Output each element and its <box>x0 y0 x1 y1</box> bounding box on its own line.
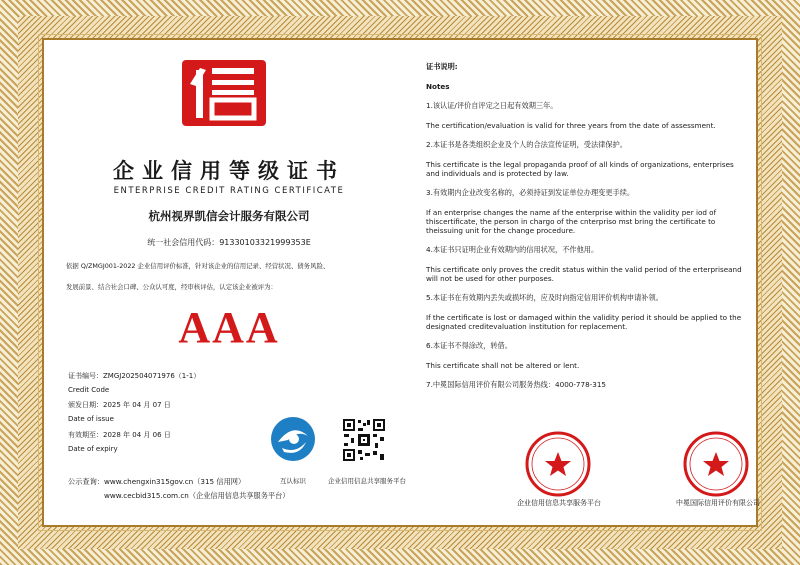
qr-code-icon[interactable] <box>342 418 386 462</box>
mutual-recognition-emblem-icon <box>270 416 316 462</box>
notes-heading-en: Notes <box>426 81 450 91</box>
rating-description-line2: 发展前景、结合社会口碑、公众认可度，经审核评估，认定该企业被评为： <box>66 283 277 291</box>
certificate-code: 证书编号：ZMGJ202504071976（1-1） <box>68 372 201 380</box>
public-query-line1: 公示查询：www.chengxin315gov.cn（315 信用网） <box>68 477 246 486</box>
notes-heading-cn: 证书说明: <box>426 62 458 71</box>
note-line: 2.本证书是各类组织企业及个人的合法宣传证明，受法律保护。 <box>426 140 627 149</box>
credit-logo-icon <box>182 60 266 126</box>
note-line: This certificate is the legal propaganda proof of all kinds of organizations, enterprises and individuals and is protected by law. <box>426 159 734 178</box>
certificate-paper <box>42 38 758 527</box>
issue-date: 颁发日期：2025 年 04 月 07 日 <box>68 401 171 409</box>
qr-code-label: 企业信用信息共享服务平台 <box>328 477 406 485</box>
expiry-date-en: Date of expiry <box>68 445 118 453</box>
rating-description-line1: 依据 Q/ZMGJ001-2022 企业信用评价标准，针对该企业的信用记录、经营状况、债务风险、 <box>66 262 330 270</box>
note-line: This certificate only proves the credit status within the valid period of the erterpriseand will not be used for other purposes. <box>426 264 742 283</box>
note-line: If an enterprise changes the name af the enterprise within the validity per iod of thiscertificate, the person in chargo of the cnterpriso mst bring the certificate to theissuing unit for the change procedure. <box>426 207 717 235</box>
note-line: The certification/evaluation is valid for three years from the date of assessment. <box>426 120 716 130</box>
note-line: This certificate shall not be altered or lent. <box>426 360 580 370</box>
certificate-title: 企业信用等级证书 <box>113 159 345 183</box>
public-query-line2: www.cecbid315.com.cn（企业信用信息共享服务平台） <box>104 491 290 500</box>
company-name: 杭州视界凯信会计服务有限公司 <box>148 209 310 223</box>
note-line: 1.该认证/评价自评定之日起有效期三年。 <box>426 101 558 110</box>
platform-seal-icon <box>524 430 592 498</box>
issue-date-en: Date of issue <box>68 415 114 423</box>
rating-grade: AAA <box>178 303 280 352</box>
note-line: 5.本证书在有效期内丢失或损坏的，应及时向指定信用评价机构申请补领。 <box>426 293 663 302</box>
emblem-label: 互认标识 <box>280 477 306 485</box>
platform-seal-label: 企业信用信息共享服务平台 <box>517 499 601 507</box>
expiry-date: 有效期至：2028 年 04 月 06 日 <box>68 431 171 439</box>
rating-agency-seal-label: 中冕国际信用评价有限公司 <box>676 499 760 507</box>
credit-code: 统一社会信用代码：91330103321999353E <box>147 238 311 247</box>
certificate-code-en: Credit Code <box>68 386 110 394</box>
note-line: 7.中冕国际信用评价有限公司服务热线：4000-778-315 <box>426 380 606 389</box>
certificate-subtitle: ENTERPRISE CREDIT RATING CERTIFICATE <box>113 186 345 196</box>
certificate-left-panel <box>44 40 414 525</box>
note-line: 6.本证书不得涂改，转借。 <box>426 341 512 350</box>
rating-agency-seal-icon <box>682 430 750 498</box>
note-line: If the certificate is lost or damaged within the validity period it should be applied to the designated creditevaluation institution for replacement. <box>426 312 742 331</box>
note-line: 3.有效期内企业改变名称的，必须持证到发证单位办理变更手续。 <box>426 188 635 197</box>
note-line: 4.本证书只证明企业有效期内的信用状况，不作他用。 <box>426 245 599 254</box>
